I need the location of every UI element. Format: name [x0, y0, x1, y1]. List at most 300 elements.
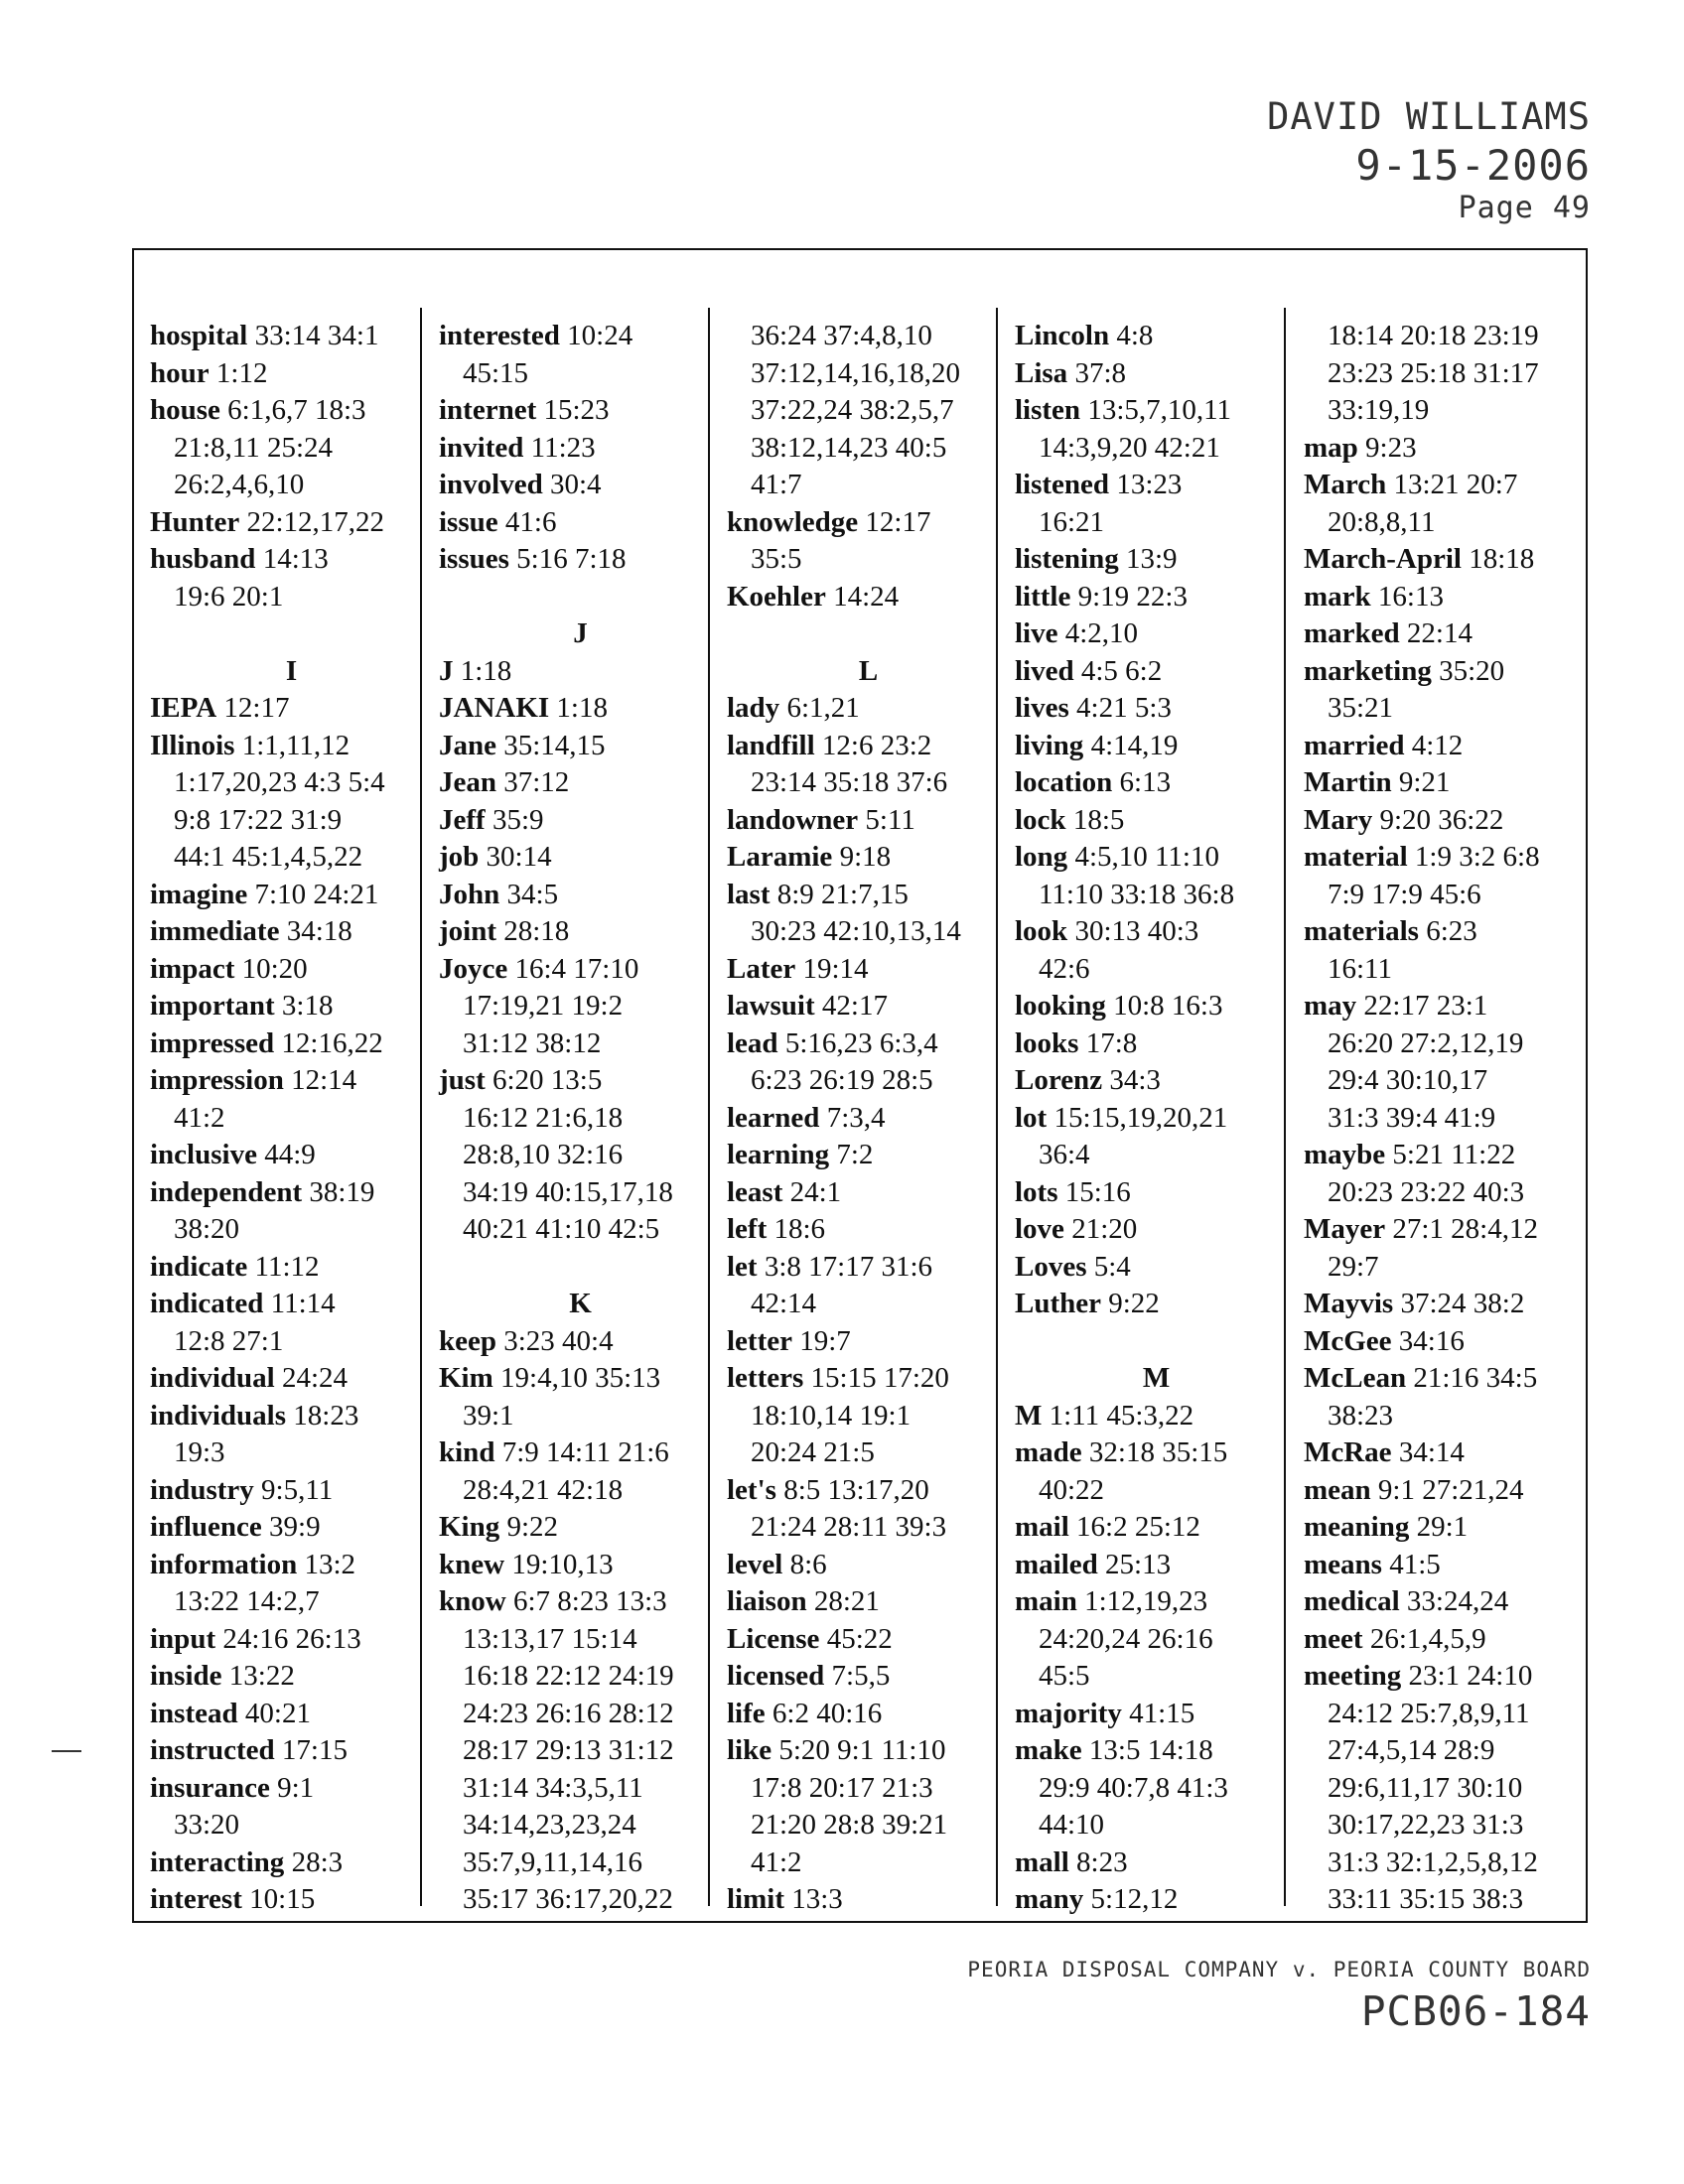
index-entry	[439, 430, 722, 468]
page-line-references: 40:21	[237, 1697, 311, 1729]
page-line-references: 4:5 6:2	[1073, 654, 1163, 687]
page-line-references: 3:18	[274, 990, 334, 1022]
page-line-references: 9:5,11	[253, 1473, 334, 1506]
index-term: McRae	[1304, 1436, 1392, 1468]
index-term: Jane	[439, 729, 496, 761]
index-term: Joyce	[439, 952, 508, 985]
index-entry	[439, 1509, 722, 1547]
index-entry	[1304, 467, 1587, 504]
index-continuation: 29:6,11,17 30:10	[1328, 1771, 1523, 1804]
index-term: Mary	[1304, 803, 1373, 836]
index-entry	[727, 1658, 1010, 1696]
page-line-references: 9:23	[1357, 431, 1417, 464]
index-term: husband	[150, 543, 256, 575]
index-entry	[1304, 802, 1587, 840]
index-frame	[132, 248, 1588, 1923]
page-line-references: 7:5,5	[824, 1660, 891, 1692]
index-entry	[727, 1621, 1010, 1659]
index-continuation: 38:12,14,23 40:5	[751, 431, 947, 464]
page-line-references: 6:13	[1112, 766, 1172, 798]
index-continuation: 6:23 26:19 28:5	[751, 1064, 933, 1096]
index-term: let	[727, 1250, 758, 1283]
page-line-references: 18:5	[1065, 803, 1125, 836]
index-entry	[439, 392, 722, 430]
page-line-references: 5:12,12	[1083, 1883, 1179, 1915]
index-term: liaison	[727, 1585, 807, 1617]
index-term: indicate	[150, 1250, 248, 1283]
index-continuation: 28:8,10 32:16	[463, 1139, 624, 1170]
page-line-references: 16:2 25:12	[1068, 1511, 1200, 1543]
page-line-references: 10:8 16:3	[1105, 990, 1223, 1022]
index-term: IEPA	[150, 692, 217, 724]
index-entry	[1304, 1286, 1587, 1323]
page-number: Page 49	[1458, 191, 1591, 225]
page-line-references: 8:6	[782, 1548, 827, 1580]
index-term: M	[1015, 1399, 1043, 1432]
index-continuation: 16:21	[1039, 505, 1105, 538]
index-continuation: 39:1	[463, 1399, 514, 1432]
index-term: impression	[150, 1064, 284, 1096]
witness-name: DAVID WILLIAMS	[1267, 95, 1591, 138]
case-number: PCB06-184	[1360, 1987, 1591, 2035]
index-entry	[1015, 913, 1298, 951]
page-line-references: 7:9 14:11 21:6	[494, 1436, 669, 1468]
index-term: hospital	[150, 320, 248, 351]
index-entry	[439, 728, 722, 765]
index-continuation: 33:11 35:15 38:3	[1328, 1883, 1524, 1915]
index-entry	[1015, 1100, 1298, 1138]
index-term: live	[1015, 617, 1058, 649]
index-term: knew	[439, 1548, 505, 1580]
index-entry	[1304, 1472, 1587, 1510]
index-entry	[1015, 1249, 1298, 1287]
page-line-references: 34:3	[1102, 1064, 1161, 1096]
page-line-references: 28:21	[806, 1585, 880, 1617]
deposition-date: 9-15-2006	[1355, 141, 1591, 190]
index-term: looks	[1015, 1026, 1079, 1059]
index-entry	[439, 951, 722, 989]
page-line-references: 37:12	[496, 766, 570, 798]
page-line-references: 28:3	[284, 1845, 344, 1878]
index-entry	[1015, 615, 1298, 653]
page-line-references: 5:16,23 6:3,4	[777, 1026, 938, 1059]
index-continuation: 31:12 38:12	[463, 1026, 602, 1059]
index-continuation: 31:3 39:4 41:9	[1328, 1101, 1496, 1134]
page-line-references: 5:16 7:18	[508, 543, 627, 575]
index-entry	[727, 1881, 1010, 1919]
case-caption: PEORIA DISPOSAL COMPANY v. PEORIA COUNTY BOARD	[967, 1958, 1591, 1981]
index-entry	[1015, 1696, 1298, 1733]
page-line-references: 10:20	[234, 952, 308, 985]
index-term: John	[439, 878, 500, 910]
page-line-references: 15:23	[536, 394, 610, 426]
index-term: Illinois	[150, 729, 235, 761]
index-term: individual	[150, 1362, 275, 1394]
page-line-references: 6:1,6,7 18:3	[219, 394, 366, 426]
index-continuation: 28:4,21 42:18	[463, 1473, 624, 1506]
letter-heading: I	[285, 654, 298, 687]
page-line-references: 1:11 45:3,22	[1042, 1399, 1194, 1432]
index-term: meeting	[1304, 1660, 1402, 1692]
blank-line	[150, 615, 433, 653]
page-line-references: 6:23	[1418, 915, 1477, 947]
index-term: inside	[150, 1660, 222, 1692]
index-entry	[1304, 1211, 1587, 1249]
blank-line	[439, 579, 722, 616]
index-entry	[1015, 541, 1298, 579]
page-line-references: 35:14,15	[496, 729, 606, 761]
index-term: level	[727, 1548, 783, 1580]
index-entry	[1015, 1844, 1298, 1882]
index-entry	[439, 913, 722, 951]
page-line-references: 34:5	[499, 878, 559, 910]
page-line-references: 12:14	[283, 1064, 357, 1096]
index-term: look	[1015, 915, 1068, 947]
page-line-references: 33:14 34:1	[247, 320, 379, 351]
page-line-references: 6:20 13:5	[485, 1064, 603, 1096]
page-line-references: 5:21 11:22	[1385, 1139, 1516, 1170]
page-line-references: 13:3	[784, 1883, 843, 1915]
index-continuation: 16:12 21:6,18	[463, 1101, 624, 1134]
page-line-references: 8:5 13:17,20	[775, 1473, 929, 1506]
index-entry	[727, 1100, 1010, 1138]
page-line-references: 9:19 22:3	[1070, 580, 1188, 613]
index-entry	[150, 988, 433, 1025]
index-continuation: 30:23 42:10,13,14	[751, 915, 961, 947]
page-line-references: 35:20	[1431, 654, 1505, 687]
index-continuation: 23:14 35:18 37:6	[751, 766, 948, 798]
index-term: let's	[727, 1473, 776, 1506]
page-line-references: 8:23	[1068, 1845, 1128, 1878]
index-term: Kim	[439, 1362, 493, 1394]
page-line-references: 1:18	[453, 654, 512, 687]
index-entry	[150, 1062, 433, 1100]
index-term: mall	[1015, 1845, 1069, 1878]
index-continuation: 34:14,23,23,24	[463, 1809, 636, 1841]
index-entry	[439, 839, 722, 877]
index-term: lots	[1015, 1175, 1058, 1208]
index-term: majority	[1015, 1697, 1122, 1729]
index-term: marketing	[1304, 654, 1432, 687]
index-entry	[150, 541, 433, 579]
page-line-references: 16:4 17:10	[507, 952, 639, 985]
page-line-references: 34:18	[279, 915, 352, 947]
index-entry	[150, 1509, 433, 1547]
letter-heading: M	[1142, 1362, 1171, 1394]
index-term: just	[439, 1064, 486, 1096]
index-entry	[1304, 1509, 1587, 1547]
index-term: important	[150, 990, 275, 1022]
index-term: interested	[439, 320, 560, 351]
index-term: materials	[1304, 915, 1419, 947]
index-entry	[727, 951, 1010, 989]
index-entry	[1015, 1434, 1298, 1472]
page-line-references: 4:14,19	[1083, 729, 1179, 761]
index-term: March-April	[1304, 543, 1462, 575]
index-term: living	[1015, 729, 1084, 761]
letter-heading: L	[858, 654, 879, 687]
page-line-references: 34:16	[1391, 1324, 1465, 1357]
index-continuation: 45:15	[463, 356, 529, 389]
page-line-references: 3:23 40:4	[496, 1324, 614, 1357]
page-line-references: 3:8 17:17 31:6	[757, 1250, 933, 1283]
index-entry	[150, 1770, 433, 1808]
index-continuation: 41:7	[751, 469, 802, 500]
index-term: long	[1015, 841, 1068, 873]
index-entry	[1015, 1583, 1298, 1621]
index-term: industry	[150, 1473, 254, 1506]
index-entry	[727, 988, 1010, 1025]
index-entry	[1304, 913, 1587, 951]
index-term: maybe	[1304, 1139, 1386, 1170]
index-continuation: 40:21 41:10 42:5	[463, 1213, 660, 1245]
page-line-references: 24:16 26:13	[215, 1622, 361, 1655]
page-line-references: 30:14	[479, 841, 552, 873]
page-line-references: 6:2 40:16	[765, 1697, 883, 1729]
index-continuation: 28:17 29:13 31:12	[463, 1734, 674, 1766]
index-entry	[150, 690, 433, 728]
index-entry	[727, 1583, 1010, 1621]
page-line-references: 9:22	[499, 1511, 559, 1543]
index-term: involved	[439, 469, 543, 500]
index-entry	[1015, 1732, 1298, 1770]
index-term: listening	[1015, 543, 1119, 575]
page-line-references: 29:1	[1409, 1511, 1469, 1543]
index-entry	[150, 1696, 433, 1733]
page-line-references: 22:14	[1399, 617, 1473, 649]
column-divider	[1284, 308, 1286, 1906]
index-entry	[150, 1360, 433, 1398]
index-continuation: 21:24 28:11 39:3	[751, 1511, 947, 1543]
index-entry	[727, 1025, 1010, 1063]
index-continuation: 19:6 20:1	[174, 580, 284, 613]
index-entry	[150, 1732, 433, 1770]
index-term: lady	[727, 692, 780, 724]
page-line-references: 10:24	[559, 320, 633, 351]
index-term: King	[439, 1511, 500, 1543]
index-term: Later	[727, 952, 796, 985]
page-line-references: 41:15	[1121, 1697, 1195, 1729]
index-term: Martin	[1304, 766, 1392, 798]
index-term: insurance	[150, 1771, 270, 1804]
index-continuation: 9:8 17:22 31:9	[174, 803, 343, 836]
index-term: immediate	[150, 915, 280, 947]
page-line-references: 26:1,4,5,9	[1362, 1622, 1486, 1655]
index-term: letters	[727, 1362, 804, 1394]
blank-line	[727, 615, 1010, 653]
page-line-references: 18:23	[286, 1399, 359, 1432]
page-line-references: 19:10,13	[504, 1548, 614, 1580]
index-continuation: 13:13,17 15:14	[463, 1622, 637, 1655]
index-continuation: 16:11	[1328, 952, 1392, 985]
page-line-references: 24:24	[274, 1362, 349, 1394]
index-term: impressed	[150, 1026, 275, 1059]
page-line-references: 5:20 9:1 11:10	[772, 1734, 946, 1766]
index-term: lawsuit	[727, 990, 815, 1022]
index-term: least	[727, 1175, 783, 1208]
index-term: location	[1015, 766, 1113, 798]
index-entry	[150, 913, 433, 951]
index-entry	[1015, 802, 1298, 840]
index-entry	[727, 1137, 1010, 1174]
index-entry	[1015, 1211, 1298, 1249]
index-term: invited	[439, 431, 524, 464]
index-entry	[1304, 541, 1587, 579]
index-entry	[439, 318, 722, 355]
page-line-references: 41:6	[497, 505, 557, 538]
index-entry	[439, 467, 722, 504]
page-line-references: 12:6 23:2	[814, 729, 932, 761]
page-line-references: 1:1,11,12	[234, 729, 351, 761]
index-entry	[150, 951, 433, 989]
page-line-references: 7:10 24:21	[247, 878, 379, 910]
page-line-references: 28:18	[496, 915, 570, 947]
index-term: internet	[439, 394, 537, 426]
index-entry	[727, 1360, 1010, 1398]
index-entry	[1304, 430, 1587, 468]
index-continuation: 24:23 26:16 28:12	[463, 1697, 674, 1729]
index-entry	[727, 1323, 1010, 1361]
page-line-references: 44:9	[256, 1139, 316, 1170]
index-term: limit	[727, 1883, 784, 1915]
index-continuation: 35:21	[1328, 692, 1394, 724]
index-term: individuals	[150, 1399, 287, 1432]
index-term: learned	[727, 1101, 820, 1134]
index-term: lives	[1015, 692, 1069, 724]
page-line-references: 42:17	[814, 990, 888, 1022]
index-term: many	[1015, 1883, 1084, 1915]
index-term: last	[727, 878, 771, 910]
page-line-references: 21:20	[1063, 1213, 1138, 1245]
index-entry	[1015, 1174, 1298, 1212]
page-line-references: 13:5,7,10,11	[1080, 394, 1232, 426]
index-term: lot	[1015, 1101, 1048, 1134]
index-continuation: 36:24 37:4,8,10	[751, 320, 932, 351]
page-line-references: 8:9 21:7,15	[770, 878, 909, 910]
index-continuation: 34:19 40:15,17,18	[463, 1175, 673, 1208]
index-continuation: 31:14 34:3,5,11	[463, 1771, 643, 1804]
index-continuation: 26:20 27:2,12,19	[1328, 1026, 1524, 1059]
index-term: make	[1015, 1734, 1082, 1766]
index-entry	[727, 802, 1010, 840]
index-entry	[1015, 392, 1298, 430]
index-term: mail	[1015, 1511, 1069, 1543]
index-entry	[1304, 839, 1587, 877]
index-entry	[1304, 764, 1587, 802]
index-continuation: 26:2,4,6,10	[174, 469, 305, 500]
page-line-references: 9:21	[1391, 766, 1451, 798]
page-line-references: 38:19	[302, 1175, 375, 1208]
index-entry	[1304, 579, 1587, 616]
index-entry	[1015, 653, 1298, 691]
page-line-references: 37:24 38:2	[1393, 1288, 1525, 1319]
index-entry	[439, 653, 722, 691]
index-continuation: 19:3	[174, 1436, 225, 1468]
index-entry	[150, 1658, 433, 1696]
index-term: McGee	[1304, 1324, 1392, 1357]
page-line-references: 15:15,19,20,21	[1047, 1101, 1228, 1134]
index-term: information	[150, 1548, 298, 1580]
margin-mark	[52, 1750, 81, 1752]
index-term: influence	[150, 1511, 262, 1543]
page-line-references: 15:15 17:20	[803, 1362, 949, 1394]
index-continuation: 27:4,5,14 28:9	[1328, 1734, 1495, 1766]
page-line-references: 34:14	[1391, 1436, 1465, 1468]
page-line-references: 9:22	[1101, 1288, 1160, 1319]
index-entry	[439, 1062, 722, 1100]
page-line-references: 24:1	[782, 1175, 842, 1208]
index-entry	[727, 504, 1010, 542]
page-line-references: 18:6	[767, 1213, 826, 1245]
index-term: lead	[727, 1026, 778, 1059]
index-continuation: 41:2	[751, 1845, 802, 1878]
index-entry	[727, 877, 1010, 914]
page-line-references: 41:5	[1381, 1548, 1441, 1580]
index-entry	[150, 1286, 433, 1323]
index-term: map	[1304, 431, 1358, 464]
index-continuation: 38:23	[1328, 1399, 1394, 1432]
index-continuation: 21:8,11 25:24	[174, 431, 334, 464]
index-term: J	[439, 654, 454, 687]
index-term: keep	[439, 1324, 496, 1357]
index-continuation: 1:17,20,23 4:3 5:4	[174, 766, 385, 798]
index-entry	[1304, 1658, 1587, 1696]
page-line-references: 4:5,10 11:10	[1067, 841, 1219, 873]
page-line-references: 18:18	[1461, 543, 1535, 575]
index-entry	[1015, 579, 1298, 616]
index-entry	[727, 1732, 1010, 1770]
index-term: love	[1015, 1213, 1064, 1245]
index-entry	[727, 1696, 1010, 1733]
page-line-references: 9:1 27:21,24	[1370, 1473, 1524, 1506]
index-term: may	[1304, 990, 1357, 1022]
page-line-references: 5:11	[858, 803, 915, 836]
index-entry	[1304, 1434, 1587, 1472]
index-column-5	[1304, 318, 1587, 1915]
index-continuation: 24:12 25:7,8,9,11	[1328, 1697, 1530, 1729]
index-entry	[150, 1621, 433, 1659]
index-entry	[439, 1360, 722, 1398]
index-term: inclusive	[150, 1139, 257, 1170]
index-entry	[439, 1323, 722, 1361]
index-term: Jeff	[439, 803, 486, 836]
index-continuation: 42:14	[751, 1288, 817, 1319]
index-term: McLean	[1304, 1362, 1407, 1394]
blank-line	[1015, 1323, 1298, 1361]
index-continuation: 12:8 27:1	[174, 1324, 284, 1357]
index-entry	[150, 877, 433, 914]
index-entry	[439, 541, 722, 579]
index-continuation: 17:8 20:17 21:3	[751, 1771, 933, 1804]
page-line-references: 7:3,4	[819, 1101, 886, 1134]
page-line-references: 11:14	[263, 1288, 336, 1319]
index-term: licensed	[727, 1660, 825, 1692]
page-line-references: 1:12	[209, 356, 268, 389]
index-continuation: 42:6	[1039, 952, 1090, 985]
index-continuation: 14:3,9,20 42:21	[1039, 431, 1220, 464]
page-line-references: 25:13	[1097, 1548, 1172, 1580]
page-line-references: 4:21 5:3	[1068, 692, 1172, 724]
index-term: joint	[439, 915, 496, 947]
index-continuation: 38:20	[174, 1213, 240, 1245]
index-continuation: 20:24 21:5	[751, 1436, 875, 1468]
index-term: medical	[1304, 1585, 1400, 1617]
index-continuation: 16:18 22:12 24:19	[463, 1660, 674, 1692]
index-term: hour	[150, 356, 210, 389]
page-line-references: 27:1 28:4,12	[1385, 1213, 1538, 1245]
page-line-references: 14:13	[255, 543, 329, 575]
page-line-references: 1:9 3:2 6:8	[1407, 841, 1540, 873]
